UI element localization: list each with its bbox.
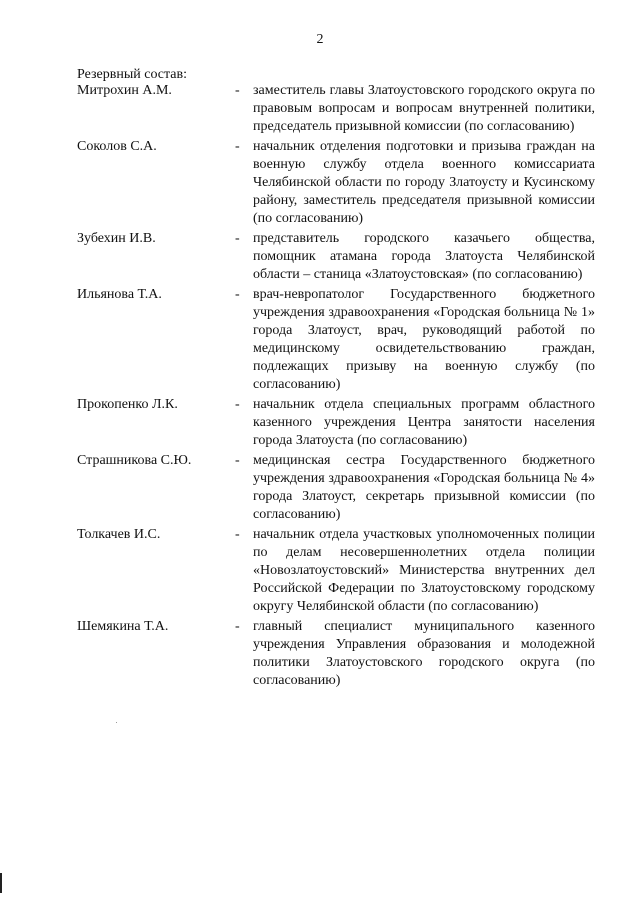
member-row — [77, 82, 597, 136]
member-role: главный специалист муниципального казенного учреждения Управления образования и молодежной политики Златоустовского городского округа (по согласованию) — [253, 619, 595, 688]
member-role: представитель городского казачьего общества, помощник атамана города Златоуста Челябинской области – станица «Златоустовская» (по согласованию) — [253, 231, 595, 282]
member-name: Толкачев И.С. — [77, 527, 161, 542]
member-role: начальник отдела специальных программ областного казенного учреждения Центра занятости населения города Златоуста (по согласованию) — [253, 397, 595, 448]
member-role: врач-невропатолог Государственного бюджетного учреждения здравоохранения «Городская больница № 1» города Златоуст, врач, руководящий работой по медицинскому освидетельствованию граждан, подлежащих призыву на военную службу (по согласованию) — [253, 287, 595, 392]
members-list — [77, 82, 597, 692]
member-dash: - — [235, 231, 240, 246]
member-role: начальник отделения подготовки и призыва граждан на военную службу отдела военного комиссариата Челябинской области по городу Златоусту и Кусинскому району, заместитель председателя призывной комиссии (по согласованию) — [253, 139, 595, 226]
member-row — [77, 452, 597, 524]
member-dash: - — [235, 397, 240, 412]
member-name: Соколов С.А. — [77, 139, 157, 154]
member-role: заместитель главы Златоустовского городского округа по правовым вопросам и вопросам внутренней политики, председатель призывной комиссии (по согласованию) — [253, 83, 595, 134]
member-dash: - — [235, 527, 240, 542]
member-role: медицинская сестра Государственного бюджетного учреждения здравоохранения «Городская больница № 4» города Златоуст, секретарь призывной комиссии (по согласованию) — [253, 453, 595, 522]
scan-edge-mark — [0, 873, 2, 893]
member-name: Зубехин И.В. — [77, 231, 156, 246]
member-name: Прокопенко Л.К. — [77, 397, 178, 412]
member-row — [77, 286, 597, 394]
member-name: Ильянова Т.А. — [77, 287, 162, 302]
member-dash: - — [235, 83, 240, 98]
member-row — [77, 230, 597, 284]
member-dash: - — [235, 139, 240, 154]
member-name: Шемякина Т.А. — [77, 619, 169, 634]
member-dash: - — [235, 287, 240, 302]
scan-artifact-dot — [116, 722, 117, 723]
member-role: начальник отдела участковых уполномоченных полиции по делам несовершеннолетних отдела полиции «Новозлатоустовский» Министерства внутренних дел Российской Федерации по Златоустовскому городскому округу Челябинской области (по согласованию) — [253, 527, 595, 614]
member-row — [77, 396, 597, 450]
member-row — [77, 618, 597, 690]
member-dash: - — [235, 453, 240, 468]
member-name: Митрохин А.М. — [77, 83, 172, 98]
section-title: Резервный состав: — [77, 67, 188, 82]
member-name: Страшникова С.Ю. — [77, 453, 192, 468]
member-row — [77, 526, 597, 616]
member-dash: - — [235, 619, 240, 634]
page-number: 2 — [316, 32, 324, 47]
member-row — [77, 138, 597, 228]
